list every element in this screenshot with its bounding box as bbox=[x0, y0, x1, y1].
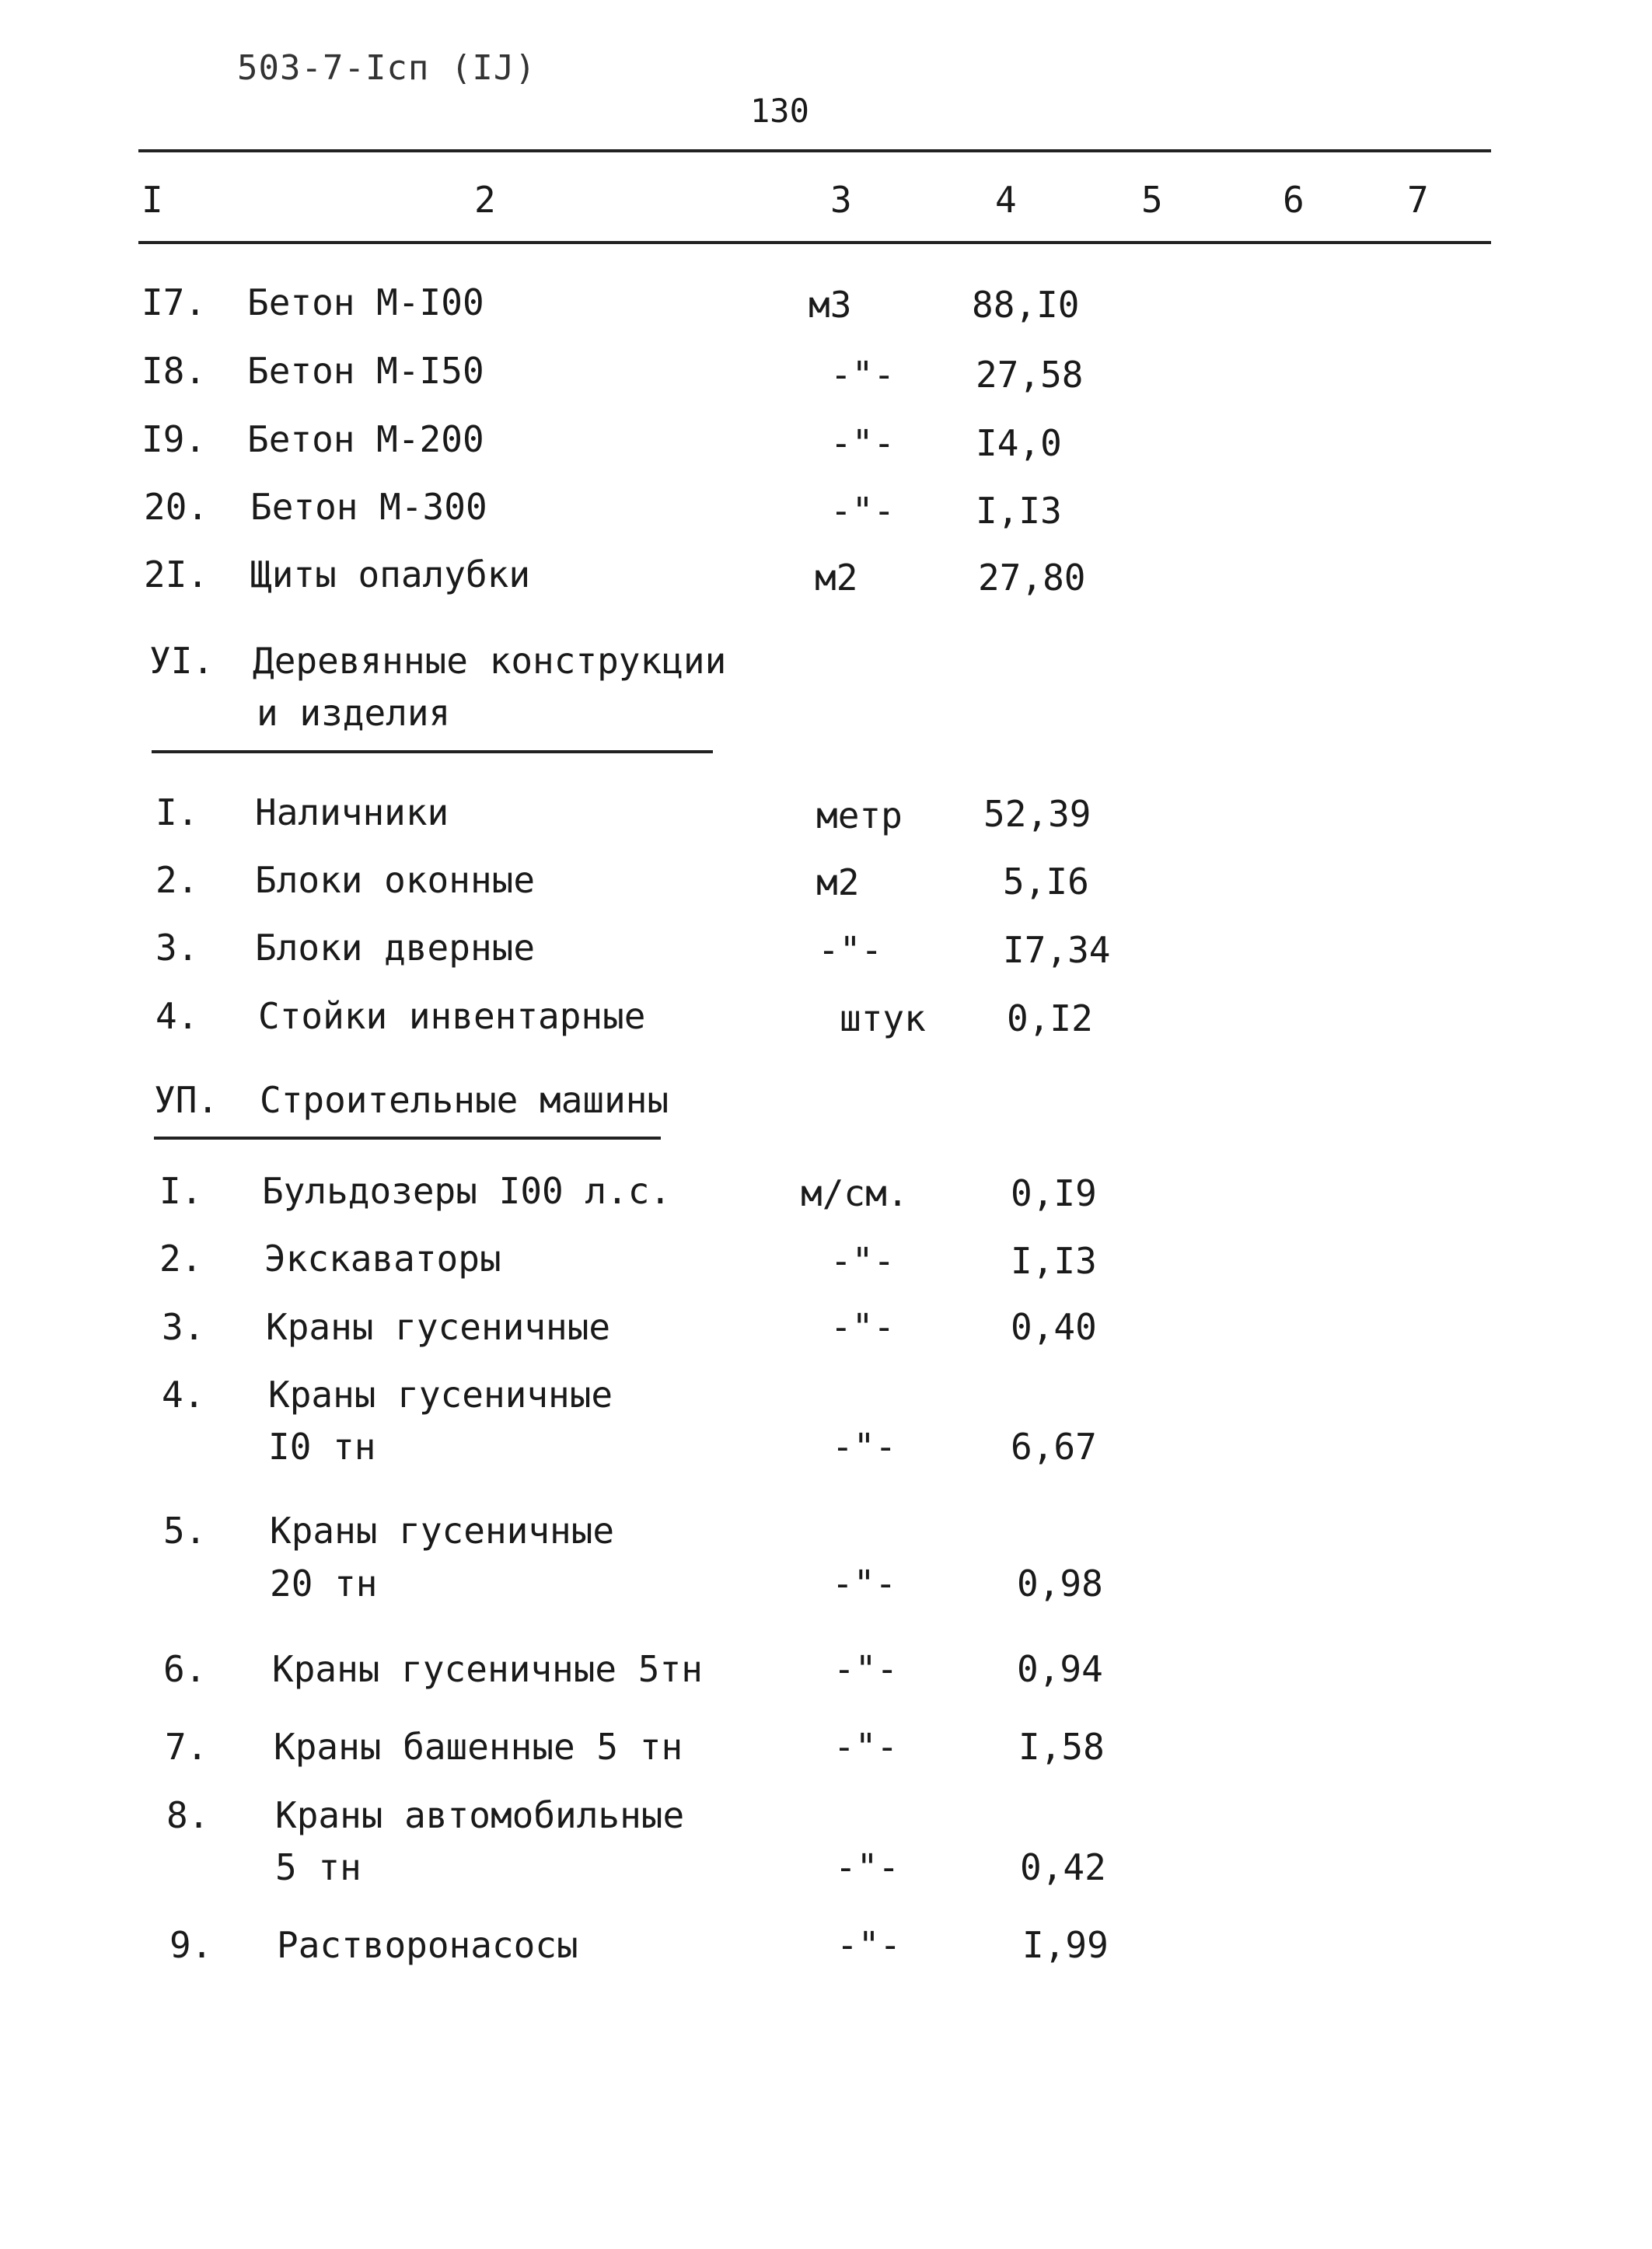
row-value: 5,I6 bbox=[1003, 861, 1089, 903]
header-bottom-rule bbox=[138, 241, 1491, 244]
row-value: 52,39 bbox=[983, 793, 1091, 835]
row-number: 7. bbox=[165, 1726, 208, 1768]
row-name: Краны гусеничные bbox=[268, 1374, 613, 1416]
row-value: 0,I9 bbox=[1011, 1172, 1097, 1214]
row-name-line2: 20 тн bbox=[270, 1563, 378, 1605]
row-name: Краны автомобильные bbox=[275, 1794, 685, 1836]
row-number: 9. bbox=[169, 1924, 213, 1966]
row-unit: м2 bbox=[815, 557, 858, 599]
section-title: Деревянные конструкции bbox=[253, 640, 727, 682]
row-unit: -"- bbox=[830, 354, 896, 396]
row-name: Стойки инвентарные bbox=[258, 995, 646, 1037]
row-value: 0,42 bbox=[1020, 1846, 1106, 1888]
row-unit: -"- bbox=[835, 1846, 900, 1888]
row-number: I. bbox=[155, 791, 199, 833]
row-number: I8. bbox=[141, 350, 207, 392]
row-name: Краны гусеничные bbox=[266, 1306, 611, 1348]
row-value: I,I3 bbox=[976, 490, 1062, 532]
section-underline bbox=[152, 750, 713, 753]
row-unit: -"- bbox=[818, 929, 883, 971]
row-name: Блоки дверные bbox=[255, 927, 536, 969]
row-number: 5. bbox=[163, 1510, 207, 1552]
row-unit: метр bbox=[816, 794, 903, 836]
column-header-2: 2 bbox=[474, 179, 496, 221]
row-name: Наличники bbox=[255, 791, 449, 833]
row-unit: -"- bbox=[833, 1726, 899, 1768]
row-unit: -"- bbox=[830, 1306, 896, 1348]
row-number: 2. bbox=[155, 859, 199, 901]
row-name-line2: I0 тн bbox=[268, 1426, 376, 1468]
row-unit: м2 bbox=[816, 861, 860, 903]
row-number: I9. bbox=[141, 418, 207, 460]
row-unit: -"- bbox=[830, 422, 896, 464]
row-value: 0,I2 bbox=[1007, 997, 1093, 1039]
column-header-3: 3 bbox=[830, 179, 852, 221]
row-value: 27,80 bbox=[978, 557, 1086, 599]
row-name: Краны гусеничные 5тн bbox=[272, 1648, 703, 1690]
row-unit: -"- bbox=[833, 1648, 899, 1690]
row-name: Бетон М-300 bbox=[250, 486, 487, 528]
row-name: Бетон М-I00 bbox=[247, 281, 484, 323]
row-unit: -"- bbox=[832, 1563, 897, 1605]
row-name: Экскаваторы bbox=[264, 1238, 501, 1280]
column-header-6: 6 bbox=[1283, 179, 1304, 221]
top-rule bbox=[138, 149, 1491, 152]
row-unit: м3 bbox=[809, 284, 852, 326]
row-number: 2I. bbox=[144, 554, 209, 595]
page-number: 130 bbox=[750, 92, 809, 130]
section-underline bbox=[154, 1137, 661, 1140]
row-value: I,58 bbox=[1018, 1726, 1105, 1768]
row-number: 20. bbox=[144, 486, 209, 528]
row-name-line2: 5 тн bbox=[275, 1846, 361, 1888]
row-number: 3. bbox=[162, 1306, 205, 1348]
row-name: Бетон М-I50 bbox=[247, 350, 484, 392]
row-name: Блоки оконные bbox=[255, 859, 536, 901]
row-value: I4,0 bbox=[976, 422, 1062, 464]
section-number: УI. bbox=[149, 640, 215, 682]
document-code: 503-7-Icп (IJ) bbox=[237, 48, 536, 88]
row-unit: -"- bbox=[836, 1924, 902, 1966]
section-number: УП. bbox=[154, 1079, 219, 1121]
row-value: 0,94 bbox=[1017, 1648, 1103, 1690]
row-number: 6. bbox=[163, 1648, 207, 1690]
row-value: 0,98 bbox=[1017, 1563, 1103, 1605]
row-number: 4. bbox=[162, 1374, 205, 1416]
row-name: Щиты опалубки bbox=[250, 554, 531, 595]
row-value: 27,58 bbox=[976, 354, 1084, 396]
row-unit: м/см. bbox=[801, 1172, 909, 1214]
column-header-7: 7 bbox=[1407, 179, 1429, 221]
row-number: 2. bbox=[159, 1238, 203, 1280]
row-name: Краны гусеничные bbox=[270, 1510, 615, 1552]
row-unit: -"- bbox=[830, 490, 896, 532]
row-name: Краны башенные 5 тн bbox=[274, 1726, 683, 1768]
row-number: 4. bbox=[155, 995, 199, 1037]
row-name: Бульдозеры I00 л.с. bbox=[262, 1170, 672, 1212]
row-number: I. bbox=[159, 1170, 203, 1212]
row-value: 6,67 bbox=[1011, 1426, 1097, 1468]
row-unit: штук bbox=[840, 997, 926, 1039]
row-number: 8. bbox=[166, 1794, 210, 1836]
row-name: Бетон М-200 bbox=[247, 418, 484, 460]
section-title-line2: и изделия bbox=[257, 692, 451, 734]
row-unit: -"- bbox=[830, 1240, 896, 1282]
row-value: I7,34 bbox=[1003, 929, 1111, 971]
row-unit: -"- bbox=[832, 1426, 897, 1468]
section-title: Строительные машины bbox=[260, 1079, 669, 1121]
row-number: 3. bbox=[155, 927, 199, 969]
row-value: I,I3 bbox=[1011, 1240, 1097, 1282]
column-header-1: I bbox=[141, 179, 163, 221]
row-name: Растворонасосы bbox=[277, 1924, 578, 1966]
column-header-4: 4 bbox=[995, 179, 1017, 221]
column-header-5: 5 bbox=[1141, 179, 1163, 221]
row-value: 88,I0 bbox=[972, 284, 1080, 326]
row-value: I,99 bbox=[1022, 1924, 1109, 1966]
row-value: 0,40 bbox=[1011, 1306, 1097, 1348]
row-number: I7. bbox=[141, 281, 207, 323]
